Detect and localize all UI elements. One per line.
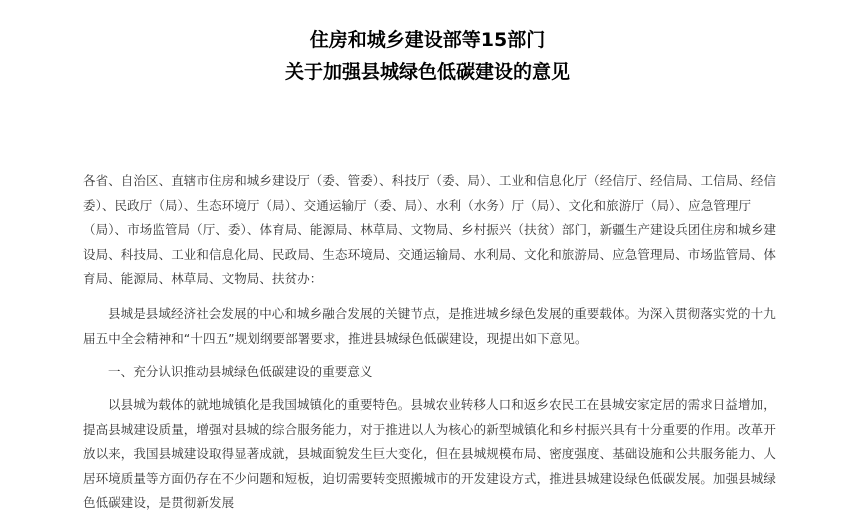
section-heading-1: 一、充分认识推动县城绿色低碳建设的重要意义 xyxy=(108,364,373,379)
salutation-paragraph: 各省、自治区、直辖市住房和城乡建设厅（委、管委）、科技厅（委、局）、工业和信息化厅（经信厅、经信局、工信局、经信委）、民政厅（局）、生态环境厅（局）、交通运输厅（委、局）、水利（水务）厅（局）、文化和旅游厅（局）、应急管理厅（局）、市场监管局（厅、委）、体育局、能源局、林草局、文物局、乡村振兴（扶贫）部门，新疆生产建设兵团住房和城乡建设局、科技局、工业和信息化局、民政局、生态环境局、交通运输局、水利局、文化和旅游局、应急管理局、市场监管局、体育局、能源局、林草局、文物局、扶贫办： xyxy=(83,173,777,286)
intro-paragraph: 县城是县域经济社会发展的中心和城乡融合发展的关键节点，是推进城乡绿色发展的重要载体。为深入贯彻落实党的十九届五中全会精神和“十四五”规划纲要部署要求，推进县城绿色低碳建设，现提出如下意见。 xyxy=(83,306,776,346)
title-line-subject: 关于加强县城绿色低碳建设的意见 xyxy=(284,61,570,83)
section-1-paragraph: 以县城为载体的就地城镇化是我国城镇化的重要特色。县城农业转移人口和返乡农民工在县城安家定居的需求日益增加，提高县城建设质量，增强对县城的综合服务能力，对于推进以人为核心的新型城镇化和乡村振兴具有十分重要的作用。改革开放以来，我国县城建设取得显著成就，县城面貌发生巨大变化，但在县城规模布局、密度强度、基础设施和公共服务能力、人居环境质量等方面仍存在不少问题和短板，迫切需要转变照搬城市的开发建设方式，推进县城建设绿色低碳发展。加强县城绿色低碳建设，是贯彻新发展 xyxy=(83,397,777,510)
document-title xyxy=(0,24,855,88)
title-line-issuer: 住房和城乡建设部等15部门 xyxy=(309,29,546,51)
